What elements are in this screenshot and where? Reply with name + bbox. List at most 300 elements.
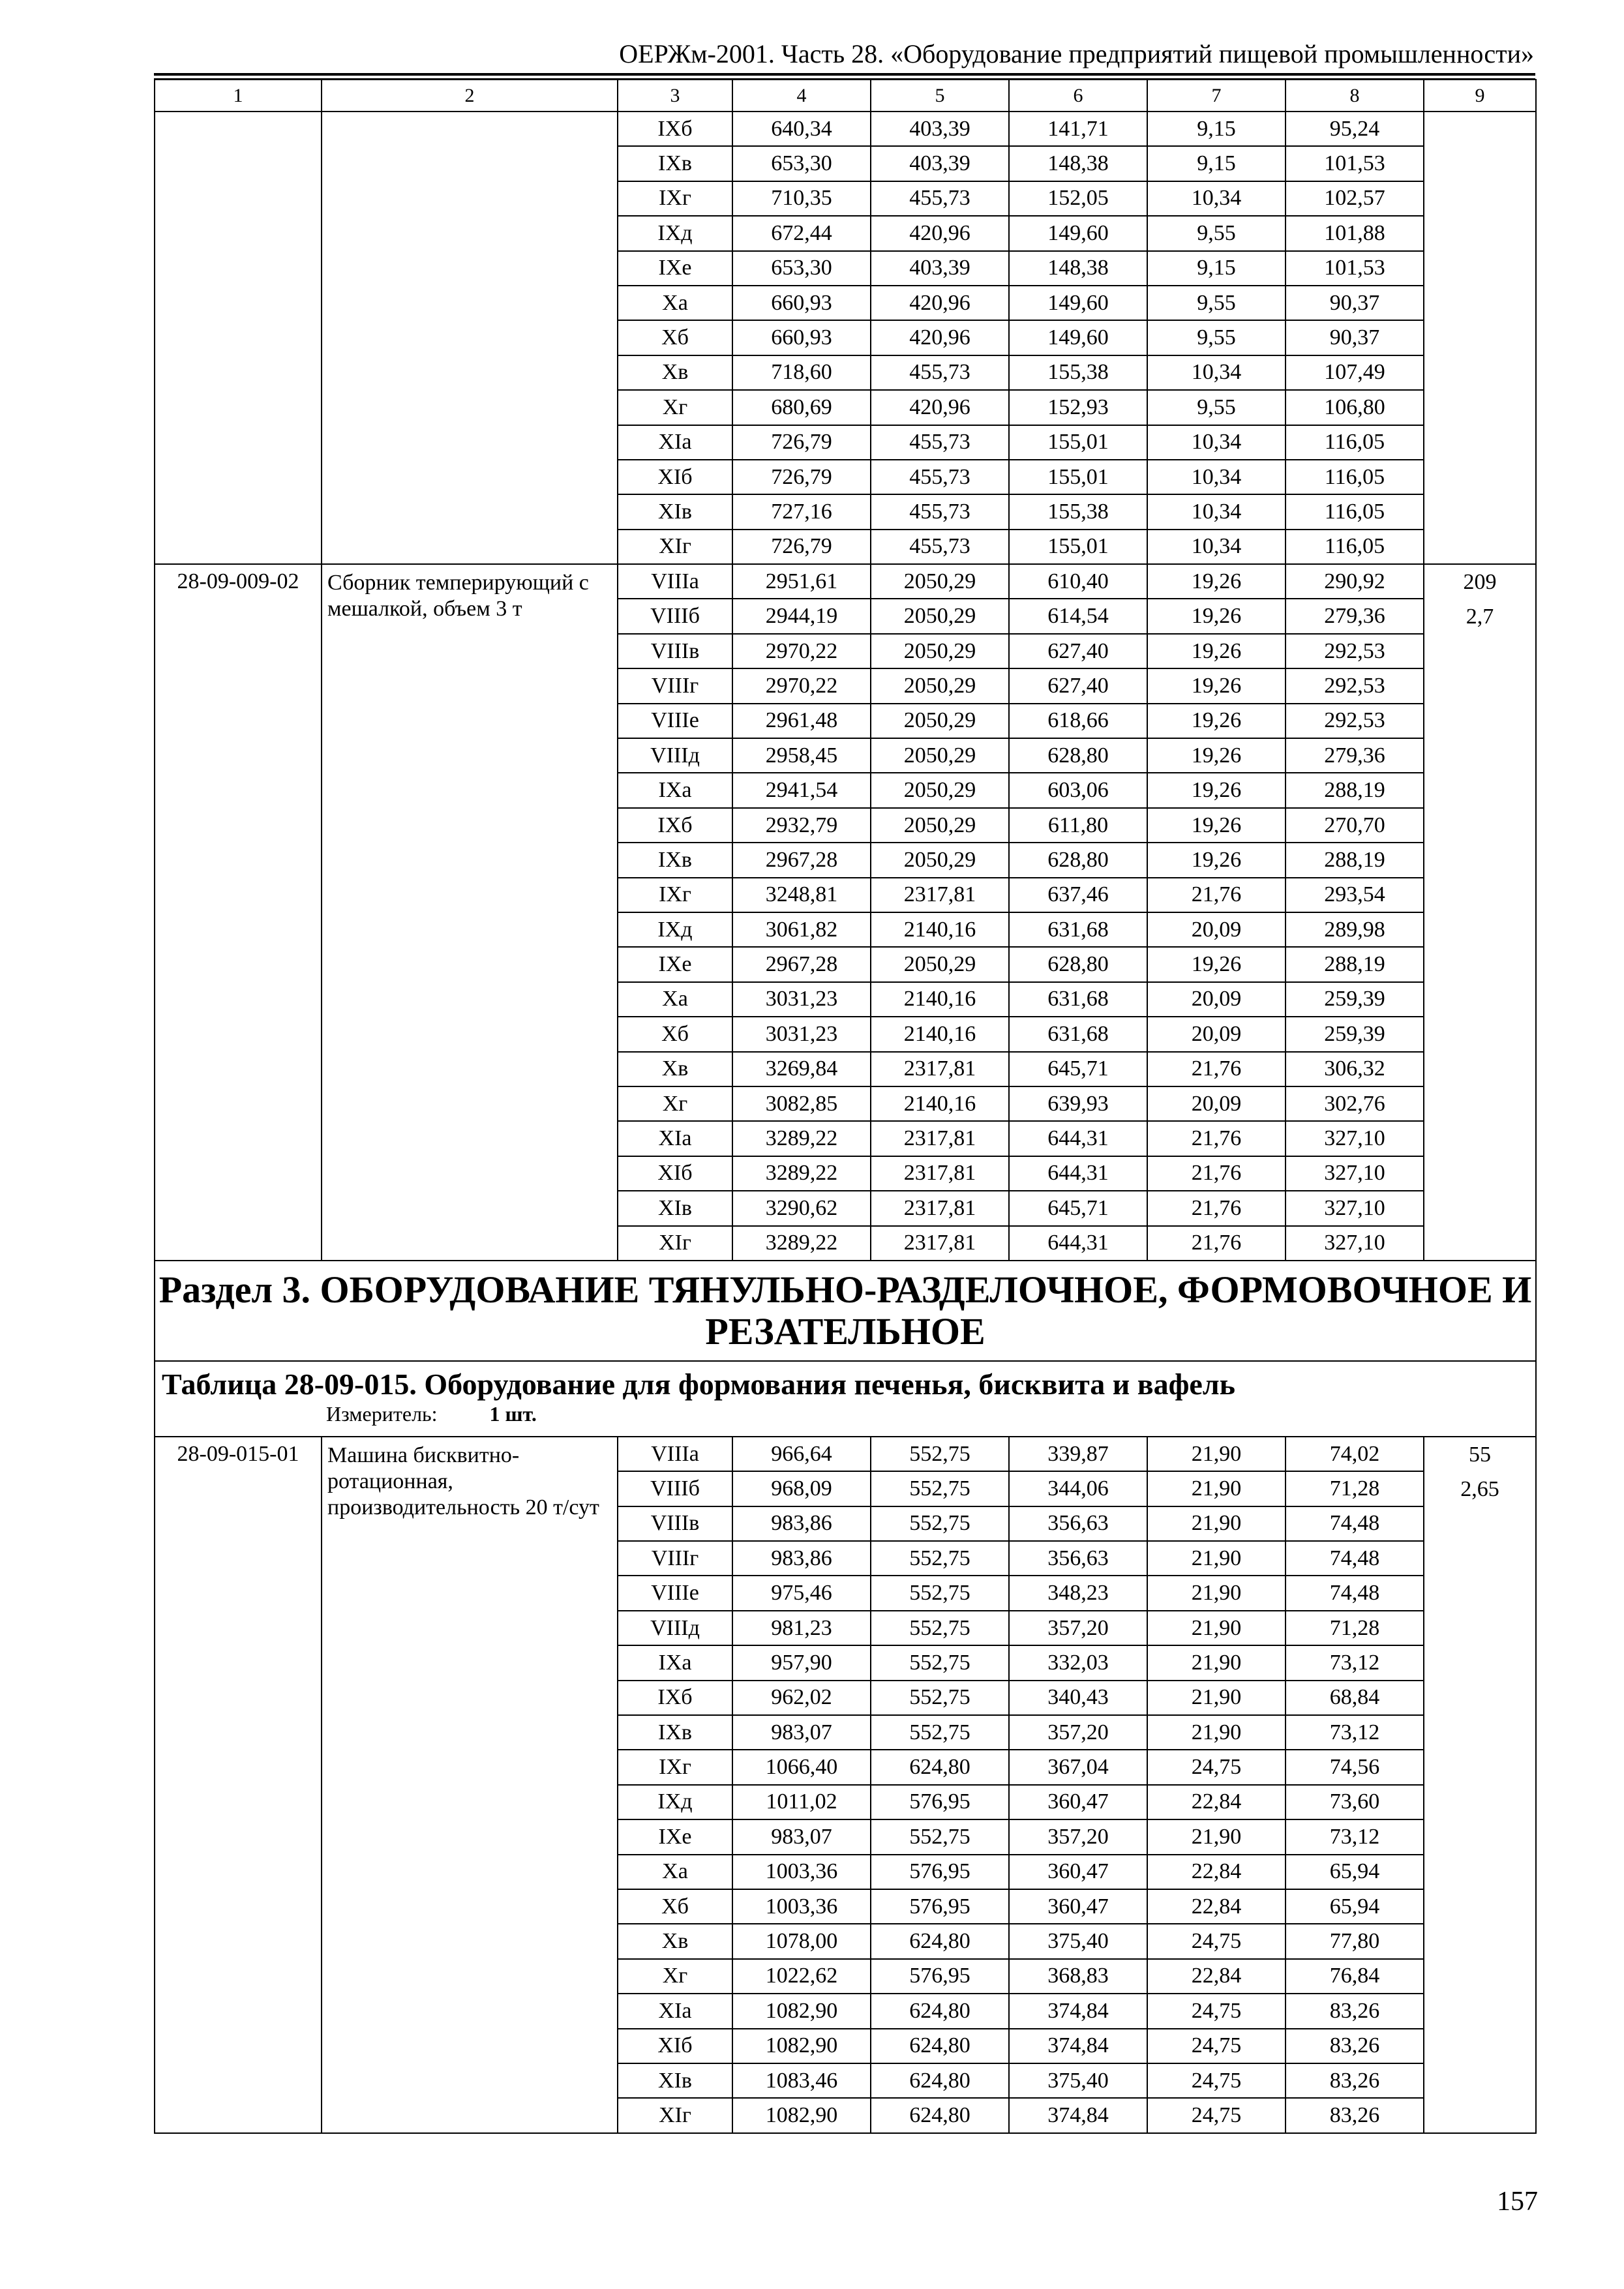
value-cell: 101,88 (1286, 216, 1424, 250)
value-cell: 672,44 (732, 216, 871, 250)
column-number: 5 (871, 80, 1009, 112)
table-header-row (155, 1361, 1536, 1437)
zone-cell: VIIIб (618, 1471, 732, 1506)
value-cell: 20,09 (1147, 912, 1286, 947)
zone-cell: Xб (618, 1017, 732, 1051)
value-cell: 20,09 (1147, 1086, 1286, 1121)
zone-cell: IXв (618, 146, 732, 181)
value-cell: 611,80 (1009, 808, 1147, 843)
value-cell: 21,90 (1147, 1576, 1286, 1610)
value-cell: 279,36 (1286, 738, 1424, 773)
value-cell: 3061,82 (732, 912, 871, 947)
value-cell: 19,26 (1147, 704, 1286, 738)
value-cell: 957,90 (732, 1645, 871, 1680)
zone-cell: Xа (618, 286, 732, 320)
value-cell: 21,90 (1147, 1611, 1286, 1645)
value-cell: 576,95 (871, 1785, 1009, 1819)
value-cell: 1003,36 (732, 1855, 871, 1889)
value-cell: 975,46 (732, 1576, 871, 1610)
table-row (155, 112, 1536, 146)
value-cell: 327,10 (1286, 1226, 1424, 1261)
zone-cell: Xб (618, 1889, 732, 1924)
item-name (322, 112, 618, 564)
zone-cell: IXд (618, 216, 732, 250)
value-cell: 1082,90 (732, 2098, 871, 2132)
value-cell: 1011,02 (732, 1785, 871, 1819)
table-row (155, 1437, 1536, 1471)
value-cell: 403,39 (871, 112, 1009, 146)
value-cell: 983,86 (732, 1506, 871, 1541)
value-cell: 2140,16 (871, 912, 1009, 947)
value-cell: 2944,19 (732, 599, 871, 633)
value-cell: 102,57 (1286, 181, 1424, 216)
zone-cell: XIа (618, 425, 732, 460)
zone-cell: XIв (618, 1191, 732, 1225)
column-number: 4 (732, 80, 871, 112)
value-cell: 83,26 (1286, 2098, 1424, 2132)
value-cell: 368,83 (1009, 1959, 1147, 1994)
value-cell: 727,16 (732, 494, 871, 529)
value-cell: 356,63 (1009, 1506, 1147, 1541)
value-cell: 2317,81 (871, 1156, 1009, 1191)
value-cell: 2050,29 (871, 668, 1009, 703)
value-cell: 10,34 (1147, 425, 1286, 460)
value-cell: 603,06 (1009, 773, 1147, 807)
item-name: Машина бисквитно-ротационная, производительность 20 т/сут (322, 1437, 618, 2133)
value-cell: 726,79 (732, 460, 871, 494)
value-cell: 455,73 (871, 355, 1009, 390)
item-col9 (1424, 112, 1536, 564)
value-cell: 357,20 (1009, 1819, 1147, 1854)
zone-cell: XIа (618, 1121, 732, 1156)
value-cell: 360,47 (1009, 1785, 1147, 1819)
value-cell: 332,03 (1009, 1645, 1147, 1680)
value-cell: 344,06 (1009, 1471, 1147, 1506)
value-cell: 73,12 (1286, 1819, 1424, 1854)
zone-cell: XIа (618, 1994, 732, 2028)
value-cell: 293,54 (1286, 878, 1424, 912)
column-number: 7 (1147, 80, 1286, 112)
zone-cell: Xб (618, 320, 732, 355)
value-cell: 552,75 (871, 1819, 1009, 1854)
value-cell: 3289,22 (732, 1121, 871, 1156)
value-cell: 726,79 (732, 530, 871, 564)
value-cell: 149,60 (1009, 216, 1147, 250)
value-cell: 116,05 (1286, 460, 1424, 494)
value-cell: 116,05 (1286, 425, 1424, 460)
value-cell: 710,35 (732, 181, 871, 216)
value-cell: 9,15 (1147, 112, 1286, 146)
value-cell: 19,26 (1147, 843, 1286, 877)
item-col9 (1424, 1437, 1536, 2133)
value-cell: 2050,29 (871, 599, 1009, 633)
value-cell: 614,54 (1009, 599, 1147, 633)
value-cell: 9,15 (1147, 251, 1286, 286)
value-cell: 1078,00 (732, 1924, 871, 1958)
value-cell: 9,55 (1147, 216, 1286, 250)
value-cell: 20,09 (1147, 1017, 1286, 1051)
column-number: 1 (155, 80, 322, 112)
value-cell: 116,05 (1286, 530, 1424, 564)
value-cell: 149,60 (1009, 286, 1147, 320)
item-code: 28-09-009-02 (155, 564, 322, 1261)
col9-value: 2,65 (1460, 1476, 1499, 1501)
value-cell: 552,75 (871, 1611, 1009, 1645)
page-number: 157 (1497, 2187, 1538, 2217)
value-cell: 21,76 (1147, 1156, 1286, 1191)
value-cell: 24,75 (1147, 2029, 1286, 2063)
zone-cell: IXг (618, 1750, 732, 1784)
value-cell: 360,47 (1009, 1855, 1147, 1889)
value-cell: 90,37 (1286, 320, 1424, 355)
value-cell: 2050,29 (871, 564, 1009, 599)
value-cell: 74,48 (1286, 1506, 1424, 1541)
value-cell: 962,02 (732, 1681, 871, 1715)
value-cell: 21,76 (1147, 1052, 1286, 1086)
value-cell: 74,56 (1286, 1750, 1424, 1784)
zone-cell: XIб (618, 1156, 732, 1191)
zone-cell: IXб (618, 112, 732, 146)
zone-cell: Xа (618, 1855, 732, 1889)
value-cell: 718,60 (732, 355, 871, 390)
zone-cell: IXг (618, 181, 732, 216)
value-cell: 24,75 (1147, 2063, 1286, 2098)
zone-cell: IXб (618, 1681, 732, 1715)
value-cell: 288,19 (1286, 947, 1424, 981)
value-cell: 21,90 (1147, 1681, 1286, 1715)
value-cell: 2050,29 (871, 843, 1009, 877)
column-number: 8 (1286, 80, 1424, 112)
value-cell: 645,71 (1009, 1052, 1147, 1086)
section-row (155, 1261, 1536, 1361)
value-cell: 24,75 (1147, 2098, 1286, 2132)
value-cell: 10,34 (1147, 181, 1286, 216)
value-cell: 653,30 (732, 146, 871, 181)
value-cell: 21,76 (1147, 1226, 1286, 1261)
value-cell: 21,76 (1147, 1191, 1286, 1225)
rates-table (154, 79, 1537, 2134)
value-cell: 74,48 (1286, 1541, 1424, 1576)
meter-label: Измеритель: (326, 1401, 438, 1426)
value-cell: 21,90 (1147, 1715, 1286, 1750)
value-cell: 357,20 (1009, 1715, 1147, 1750)
value-cell: 152,05 (1009, 181, 1147, 216)
zone-cell: VIIIв (618, 1506, 732, 1541)
value-cell: 83,26 (1286, 2063, 1424, 2098)
value-cell: 374,84 (1009, 2098, 1147, 2132)
value-cell: 90,37 (1286, 286, 1424, 320)
value-cell: 2050,29 (871, 634, 1009, 668)
zone-cell: VIIIд (618, 738, 732, 773)
zone-cell: IXв (618, 843, 732, 877)
value-cell: 148,38 (1009, 146, 1147, 181)
value-cell: 2961,48 (732, 704, 871, 738)
value-cell: 374,84 (1009, 1994, 1147, 2028)
value-cell: 290,92 (1286, 564, 1424, 599)
value-cell: 1082,90 (732, 2029, 871, 2063)
value-cell: 3031,23 (732, 1017, 871, 1051)
value-cell: 10,34 (1147, 494, 1286, 529)
value-cell: 21,90 (1147, 1645, 1286, 1680)
value-cell: 19,26 (1147, 564, 1286, 599)
value-cell: 348,23 (1009, 1576, 1147, 1610)
value-cell: 288,19 (1286, 843, 1424, 877)
zone-cell: IXа (618, 1645, 732, 1680)
value-cell: 2140,16 (871, 1086, 1009, 1121)
value-cell: 340,43 (1009, 1681, 1147, 1715)
value-cell: 21,76 (1147, 1121, 1286, 1156)
value-cell: 356,63 (1009, 1541, 1147, 1576)
value-cell: 576,95 (871, 1959, 1009, 1994)
value-cell: 403,39 (871, 146, 1009, 181)
value-cell: 2317,81 (871, 1121, 1009, 1156)
value-cell: 624,80 (871, 2098, 1009, 2132)
value-cell: 624,80 (871, 1924, 1009, 1958)
value-cell: 357,20 (1009, 1611, 1147, 1645)
value-cell: 1022,62 (732, 1959, 871, 1994)
zone-cell: VIIIг (618, 668, 732, 703)
value-cell: 9,55 (1147, 390, 1286, 425)
column-number-row (155, 80, 1536, 112)
value-cell: 141,71 (1009, 112, 1147, 146)
value-cell: 339,87 (1009, 1437, 1147, 1471)
running-header: ОЕРЖм-2001. Часть 28. «Оборудование предприятий пищевой промышленности» (619, 39, 1534, 68)
value-cell: 2317,81 (871, 1052, 1009, 1086)
value-cell: 2140,16 (871, 982, 1009, 1017)
value-cell: 73,60 (1286, 1785, 1424, 1819)
col9-value: 2,7 (1466, 605, 1494, 629)
value-cell: 3082,85 (732, 1086, 871, 1121)
value-cell: 420,96 (871, 320, 1009, 355)
value-cell: 22,84 (1147, 1889, 1286, 1924)
value-cell: 292,53 (1286, 704, 1424, 738)
value-cell: 289,98 (1286, 912, 1424, 947)
value-cell: 552,75 (871, 1541, 1009, 1576)
value-cell: 2050,29 (871, 947, 1009, 981)
zone-cell: XIв (618, 2063, 732, 2098)
value-cell: 9,55 (1147, 320, 1286, 355)
value-cell: 21,90 (1147, 1541, 1286, 1576)
value-cell: 2967,28 (732, 947, 871, 981)
value-cell: 20,09 (1147, 982, 1286, 1017)
zone-cell: VIIIб (618, 599, 732, 633)
zone-cell: XIб (618, 2029, 732, 2063)
value-cell: 21,90 (1147, 1471, 1286, 1506)
value-cell: 259,39 (1286, 1017, 1424, 1051)
value-cell: 149,60 (1009, 320, 1147, 355)
value-cell: 292,53 (1286, 668, 1424, 703)
value-cell: 155,01 (1009, 460, 1147, 494)
value-cell: 455,73 (871, 425, 1009, 460)
value-cell: 2941,54 (732, 773, 871, 807)
value-cell: 24,75 (1147, 1924, 1286, 1958)
zone-cell: IXе (618, 251, 732, 286)
zone-cell: IXд (618, 912, 732, 947)
zone-cell: IXг (618, 878, 732, 912)
col9-value: 55 (1469, 1442, 1491, 1467)
value-cell: 21,76 (1147, 878, 1286, 912)
value-cell: 455,73 (871, 494, 1009, 529)
value-cell: 1083,46 (732, 2063, 871, 2098)
value-cell: 2050,29 (871, 738, 1009, 773)
item-code: 28-09-015-01 (155, 1437, 322, 2133)
column-number: 3 (618, 80, 732, 112)
zone-cell: XIг (618, 530, 732, 564)
value-cell: 403,39 (871, 251, 1009, 286)
value-cell: 107,49 (1286, 355, 1424, 390)
value-cell: 10,34 (1147, 460, 1286, 494)
value-cell: 367,04 (1009, 1750, 1147, 1784)
value-cell: 660,93 (732, 320, 871, 355)
section-title: Раздел 3. ОБОРУДОВАНИЕ ТЯНУЛЬНО-РАЗДЕЛОЧНОЕ, ФОРМОВОЧНОЕ И РЕЗАТЕЛЬНОЕ (155, 1261, 1536, 1361)
value-cell: 610,40 (1009, 564, 1147, 599)
value-cell: 420,96 (871, 390, 1009, 425)
value-cell: 552,75 (871, 1506, 1009, 1541)
value-cell: 375,40 (1009, 2063, 1147, 2098)
header-rule (154, 73, 1535, 76)
zone-cell: Xв (618, 1052, 732, 1086)
value-cell: 726,79 (732, 425, 871, 460)
zone-cell: Xг (618, 1086, 732, 1121)
value-cell: 292,53 (1286, 634, 1424, 668)
value-cell: 155,38 (1009, 494, 1147, 529)
value-cell: 19,26 (1147, 738, 1286, 773)
zone-cell: VIIIе (618, 1576, 732, 1610)
value-cell: 653,30 (732, 251, 871, 286)
value-cell: 327,10 (1286, 1191, 1424, 1225)
zone-cell: XIв (618, 494, 732, 529)
value-cell: 73,12 (1286, 1645, 1424, 1680)
value-cell: 24,75 (1147, 1750, 1286, 1784)
value-cell: 259,39 (1286, 982, 1424, 1017)
value-cell: 155,01 (1009, 425, 1147, 460)
value-cell: 455,73 (871, 530, 1009, 564)
value-cell: 644,31 (1009, 1226, 1147, 1261)
value-cell: 2958,45 (732, 738, 871, 773)
value-cell: 279,36 (1286, 599, 1424, 633)
value-cell: 2050,29 (871, 773, 1009, 807)
zone-cell: VIIIе (618, 704, 732, 738)
value-cell: 24,75 (1147, 1994, 1286, 2028)
value-cell: 155,38 (1009, 355, 1147, 390)
value-cell: 2967,28 (732, 843, 871, 877)
value-cell: 19,26 (1147, 808, 1286, 843)
value-cell: 624,80 (871, 2029, 1009, 2063)
value-cell: 628,80 (1009, 947, 1147, 981)
zone-cell: VIIIа (618, 564, 732, 599)
value-cell: 327,10 (1286, 1121, 1424, 1156)
value-cell: 3269,84 (732, 1052, 871, 1086)
value-cell: 2317,81 (871, 1226, 1009, 1261)
value-cell: 270,70 (1286, 808, 1424, 843)
value-cell: 19,26 (1147, 634, 1286, 668)
zone-cell: IXе (618, 1819, 732, 1854)
value-cell: 19,26 (1147, 599, 1286, 633)
value-cell: 631,68 (1009, 1017, 1147, 1051)
value-cell: 22,84 (1147, 1959, 1286, 1994)
value-cell: 65,94 (1286, 1855, 1424, 1889)
zone-cell: IXа (618, 773, 732, 807)
value-cell: 155,01 (1009, 530, 1147, 564)
table-title: Таблица 28-09-015. Оборудование для формования печенья, бисквита и вафель (162, 1367, 1235, 1401)
value-cell: 983,07 (732, 1715, 871, 1750)
value-cell: 644,31 (1009, 1156, 1147, 1191)
value-cell: 116,05 (1286, 494, 1424, 529)
value-cell: 2970,22 (732, 634, 871, 668)
value-cell: 10,34 (1147, 530, 1286, 564)
column-number: 9 (1424, 80, 1536, 112)
value-cell: 624,80 (871, 1994, 1009, 2028)
value-cell: 152,93 (1009, 390, 1147, 425)
value-cell: 1066,40 (732, 1750, 871, 1784)
value-cell: 455,73 (871, 181, 1009, 216)
zone-cell: XIг (618, 1226, 732, 1261)
value-cell: 576,95 (871, 1889, 1009, 1924)
value-cell: 3290,62 (732, 1191, 871, 1225)
value-cell: 552,75 (871, 1576, 1009, 1610)
zone-cell: Xг (618, 1959, 732, 1994)
table-header-cell (155, 1361, 1536, 1437)
item-col9 (1424, 564, 1536, 1261)
value-cell: 628,80 (1009, 738, 1147, 773)
value-cell: 420,96 (871, 286, 1009, 320)
meter-value: 1 шт. (489, 1401, 537, 1426)
value-cell: 2951,61 (732, 564, 871, 599)
value-cell: 21,90 (1147, 1506, 1286, 1541)
value-cell: 68,84 (1286, 1681, 1424, 1715)
value-cell: 2970,22 (732, 668, 871, 703)
value-cell: 631,68 (1009, 982, 1147, 1017)
col9-value: 209 (1463, 570, 1497, 595)
value-cell: 627,40 (1009, 634, 1147, 668)
value-cell: 22,84 (1147, 1785, 1286, 1819)
value-cell: 288,19 (1286, 773, 1424, 807)
value-cell: 981,23 (732, 1611, 871, 1645)
value-cell: 552,75 (871, 1715, 1009, 1750)
value-cell: 327,10 (1286, 1156, 1424, 1191)
value-cell: 360,47 (1009, 1889, 1147, 1924)
value-cell: 552,75 (871, 1437, 1009, 1471)
value-cell: 552,75 (871, 1681, 1009, 1715)
value-cell: 639,93 (1009, 1086, 1147, 1121)
value-cell: 966,64 (732, 1437, 871, 1471)
value-cell: 9,55 (1147, 286, 1286, 320)
zone-cell: Xг (618, 390, 732, 425)
item-code (155, 112, 322, 564)
value-cell: 9,15 (1147, 146, 1286, 181)
value-cell: 101,53 (1286, 251, 1424, 286)
value-cell: 306,32 (1286, 1052, 1424, 1086)
value-cell: 71,28 (1286, 1471, 1424, 1506)
value-cell: 628,80 (1009, 843, 1147, 877)
zone-cell: XIг (618, 2098, 732, 2132)
value-cell: 375,40 (1009, 1924, 1147, 1958)
value-cell: 106,80 (1286, 390, 1424, 425)
value-cell: 983,07 (732, 1819, 871, 1854)
column-number: 6 (1009, 80, 1147, 112)
value-cell: 1082,90 (732, 1994, 871, 2028)
zone-cell: IXд (618, 1785, 732, 1819)
value-cell: 680,69 (732, 390, 871, 425)
value-cell: 3289,22 (732, 1156, 871, 1191)
value-cell: 374,84 (1009, 2029, 1147, 2063)
value-cell: 22,84 (1147, 1855, 1286, 1889)
zone-cell: Xа (618, 982, 732, 1017)
value-cell: 302,76 (1286, 1086, 1424, 1121)
value-cell: 74,02 (1286, 1437, 1424, 1471)
value-cell: 968,09 (732, 1471, 871, 1506)
value-cell: 95,24 (1286, 112, 1424, 146)
